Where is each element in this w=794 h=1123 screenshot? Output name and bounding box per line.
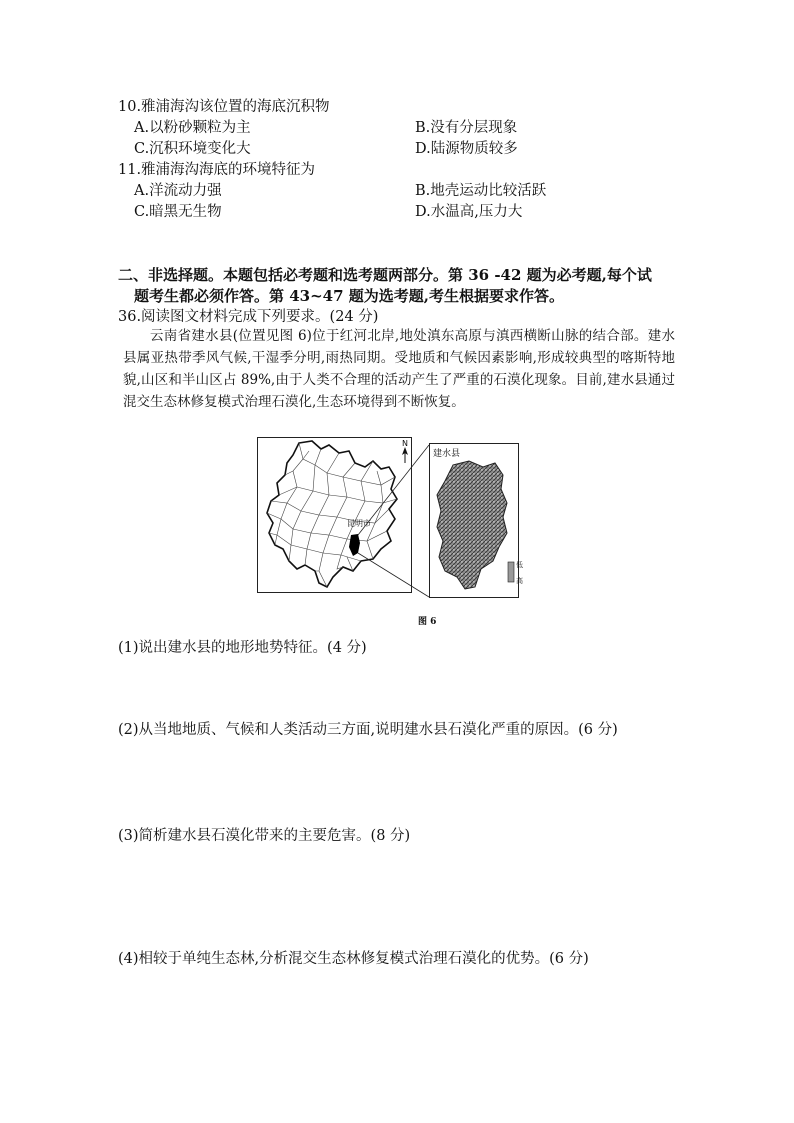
question-11-option-b: B.地壳运动比较活跃 xyxy=(415,183,547,199)
svg-text:N: N xyxy=(402,439,408,448)
question-11-option-a: A.洋流动力强 xyxy=(134,183,222,199)
question-10-stem: 10.雅浦海沟该位置的海底沉积物 xyxy=(118,99,330,115)
elevation-legend-bar xyxy=(508,562,514,582)
question-10-option-d: D.陆源物质较多 xyxy=(415,141,518,157)
question-11-stem: 11.雅浦海沟海底的环境特征为 xyxy=(118,162,316,178)
question-10-option-c: C.沉积环境变化大 xyxy=(134,141,251,157)
legend-low-label: 低 xyxy=(516,561,523,569)
figure-6 xyxy=(257,437,523,602)
yunnan-map-figure xyxy=(257,437,523,602)
question-11-option-d: D.水温高,压力大 xyxy=(415,204,523,220)
section-2-heading-line2: 题考生都必须作答。第 43~47 题为选考题,考生根据要求作答。 xyxy=(134,287,564,305)
question-10-option-b: B.没有分层现象 xyxy=(415,120,518,136)
sub-question-1: (1)说出建水县的地形地势特征。(4 分) xyxy=(118,640,367,656)
kunming-label: 昆明市 xyxy=(347,519,371,528)
question-10-option-a: A.以粉砂颗粒为主 xyxy=(134,120,251,136)
question-36-passage: 云南省建水县(位置见图 6)位于红河北岸,地处滇东高原与滇西横断山脉的结合部。建水县属亚热带季风气候,干湿季分明,雨热同期。受地质和气候因素影响,形成较典型的喀斯特地貌,山区和半山区占 89%,由于人类不合理的活动产生了严重的石漠化现象。目前,建水县通过混交生态林修复模式治理石漠化,生态环境得到不断恢复。 xyxy=(123,328,675,410)
question-11-option-c: C.暗黑无生物 xyxy=(134,204,222,220)
legend-high-label: 高 xyxy=(516,577,523,585)
sub-question-3: (3)简析建水县石漠化带来的主要危害。(8 分) xyxy=(118,828,411,844)
section-2-heading-line1: 二、非选择题。本题包括必考题和选考题两部分。第 36 -42 题为必考题,每个试 xyxy=(118,266,652,284)
question-36-stem: 36.阅读图文材料完成下列要求。(24 分) xyxy=(118,309,379,325)
inset-title: 建水县 xyxy=(433,449,461,459)
figure-6-caption: 图 6 xyxy=(418,617,437,627)
sub-question-4: (4)相较于单纯生态林,分析混交生态林修复模式治理石漠化的优势。(6 分) xyxy=(118,951,589,967)
sub-question-2: (2)从当地地质、气候和人类活动三方面,说明建水县石漠化严重的原因。(6 分) xyxy=(118,722,618,738)
